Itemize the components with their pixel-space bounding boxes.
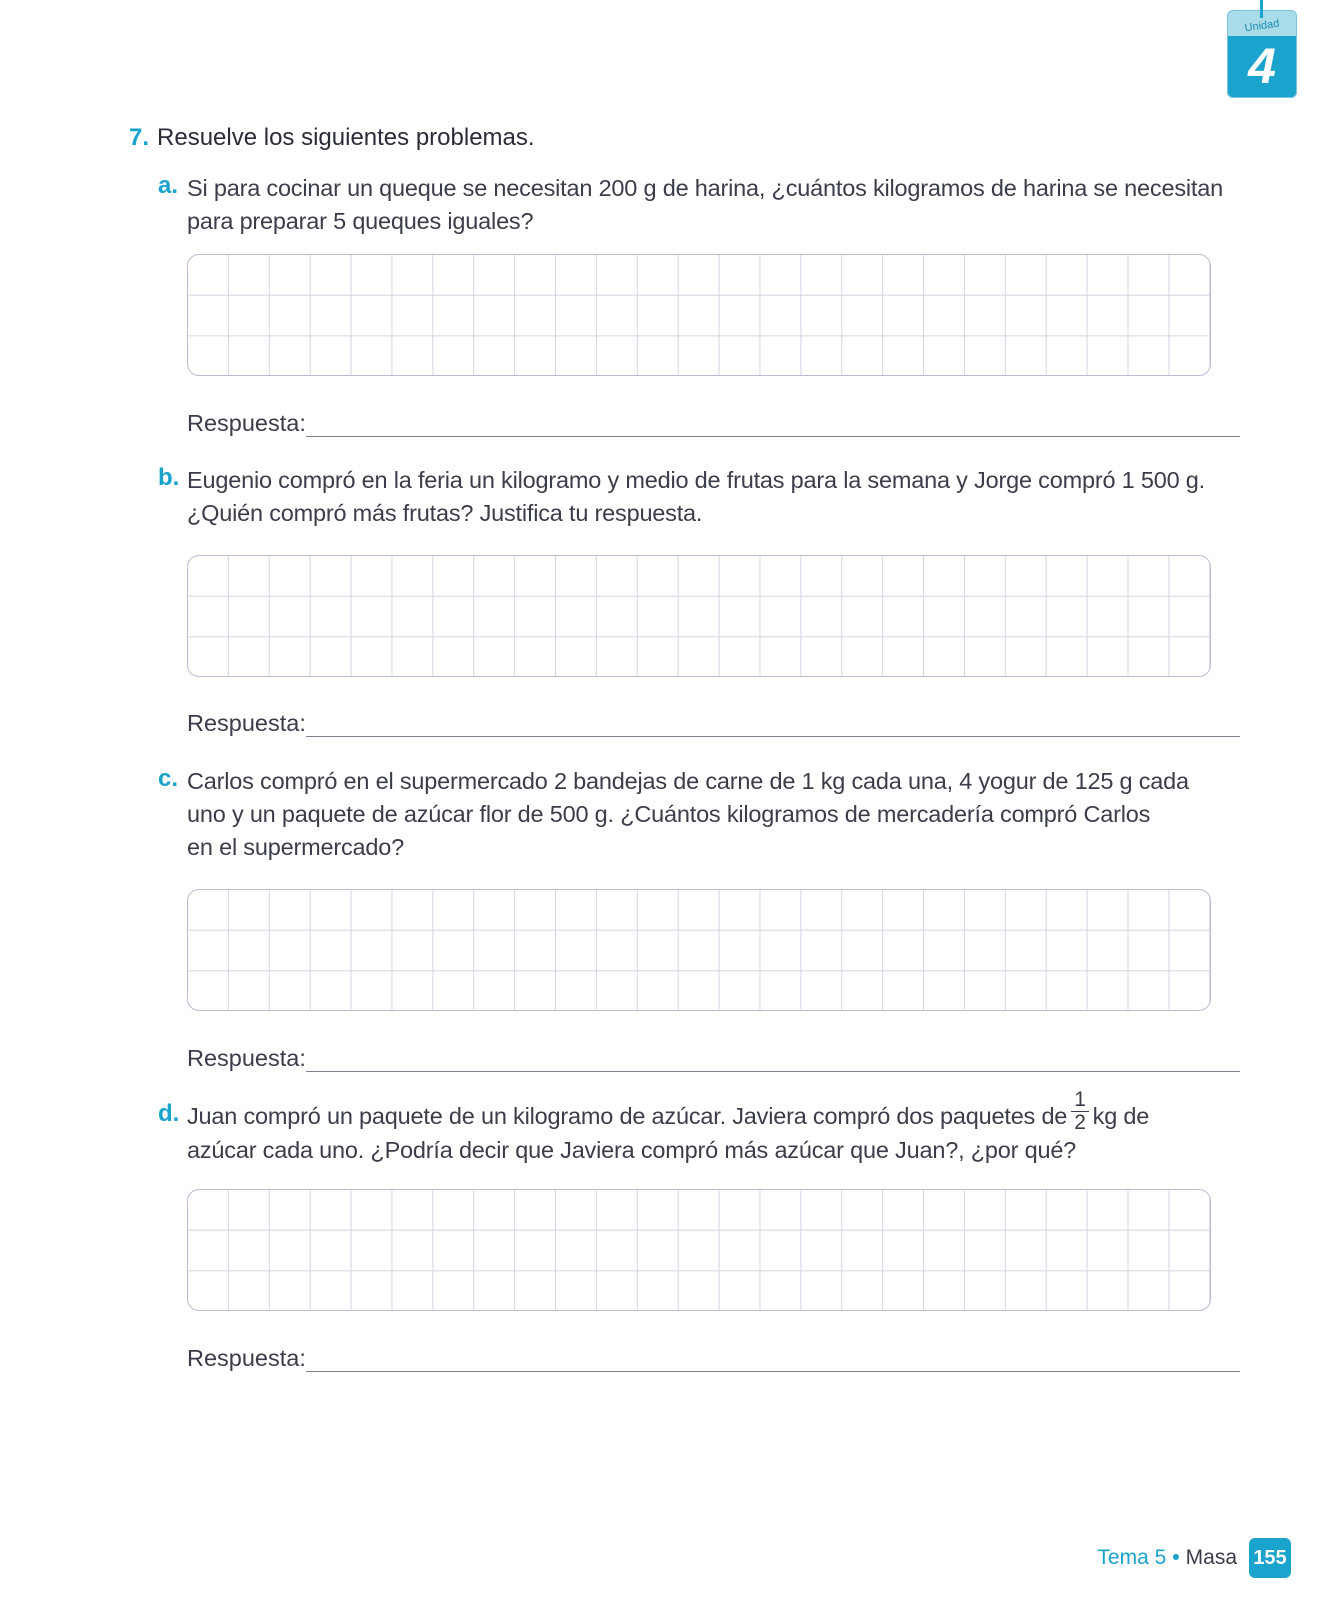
problem-text: [187, 765, 1248, 864]
problem-text-before-fraction: Juan compró un paquete de un kilogramo de azúcar. Javiera compró dos paquetes de: [187, 1103, 1068, 1129]
answer-label: Respuesta:: [187, 1045, 306, 1071]
problem-text-line: Carlos compró en el supermercado 2 bandejas de carne de 1 kg cada una, 4 yogur de 125 g cada: [187, 768, 1189, 794]
work-grid-c[interactable]: [187, 889, 1211, 1011]
answer-line[interactable]: [306, 436, 1240, 437]
unit-tab: [1227, 10, 1297, 98]
problem-text: Eugenio compró en la feria un kilogramo y medio de frutas para la semana y Jorge compró 1 500 g. ¿Quién compró más frutas? Justifica tu respuesta.: [187, 467, 1205, 526]
answer-line[interactable]: [306, 736, 1240, 737]
answer-label: Respuesta:: [187, 410, 306, 436]
fraction-denominator: 2: [1074, 1111, 1086, 1135]
answer-row-d: [187, 1345, 1240, 1375]
exercise-heading: Resuelve los siguientes problemas.: [157, 124, 535, 151]
answer-label: Respuesta:: [187, 1345, 306, 1371]
footer-tema: Tema 5: [1097, 1546, 1167, 1569]
page-footer: [1097, 1538, 1291, 1578]
exercise-title: [129, 124, 535, 152]
problem-letter: d.: [158, 1100, 180, 1127]
page-number: 155: [1249, 1538, 1291, 1578]
problem-a: [158, 172, 1248, 238]
unit-label: Unidad: [1243, 17, 1281, 35]
problem-text-line: uno y un paquete de azúcar flor de 500 g. ¿Cuántos kilogramos de mercadería compró Carlos: [187, 801, 1151, 827]
footer-topic: Masa: [1185, 1546, 1237, 1569]
problem-text: Si para cocinar un queque se necesitan 200 g de harina, ¿cuántos kilogramos de harina se necesitan para preparar 5 queques iguales?: [187, 175, 1223, 234]
answer-row-c: [187, 1045, 1240, 1075]
problem-d: [158, 1088, 1248, 1167]
problem-text: [187, 1088, 1248, 1167]
answer-row-b: [187, 710, 1240, 740]
problem-text-line: azúcar cada uno. ¿Podría decir que Javiera compró más azúcar que Juan?, ¿por qué?: [187, 1137, 1077, 1164]
fraction: [1071, 1089, 1088, 1134]
answer-line[interactable]: [306, 1371, 1240, 1372]
answer-line[interactable]: [306, 1071, 1240, 1072]
work-grid-d[interactable]: [187, 1189, 1211, 1311]
problem-text-line: en el supermercado?: [187, 834, 404, 860]
footer-bullet: •: [1172, 1546, 1180, 1569]
work-grid-b[interactable]: [187, 555, 1211, 677]
answer-row-a: [187, 410, 1240, 440]
problem-text-after-fraction: kg de: [1092, 1103, 1150, 1129]
exercise-number: 7.: [129, 124, 150, 151]
problem-letter: a.: [158, 172, 179, 199]
unit-number: 4: [1248, 38, 1276, 94]
answer-label: Respuesta:: [187, 710, 306, 736]
problem-b: [158, 464, 1248, 530]
problem-letter: c.: [158, 765, 179, 792]
problem-letter: b.: [158, 464, 180, 491]
work-grid-a[interactable]: [187, 254, 1211, 376]
problem-text-line: [187, 1088, 1248, 1135]
fraction-numerator: 1: [1071, 1089, 1088, 1112]
bookmark-ribbon-icon: [1260, 0, 1263, 18]
problem-c: [158, 765, 1248, 864]
